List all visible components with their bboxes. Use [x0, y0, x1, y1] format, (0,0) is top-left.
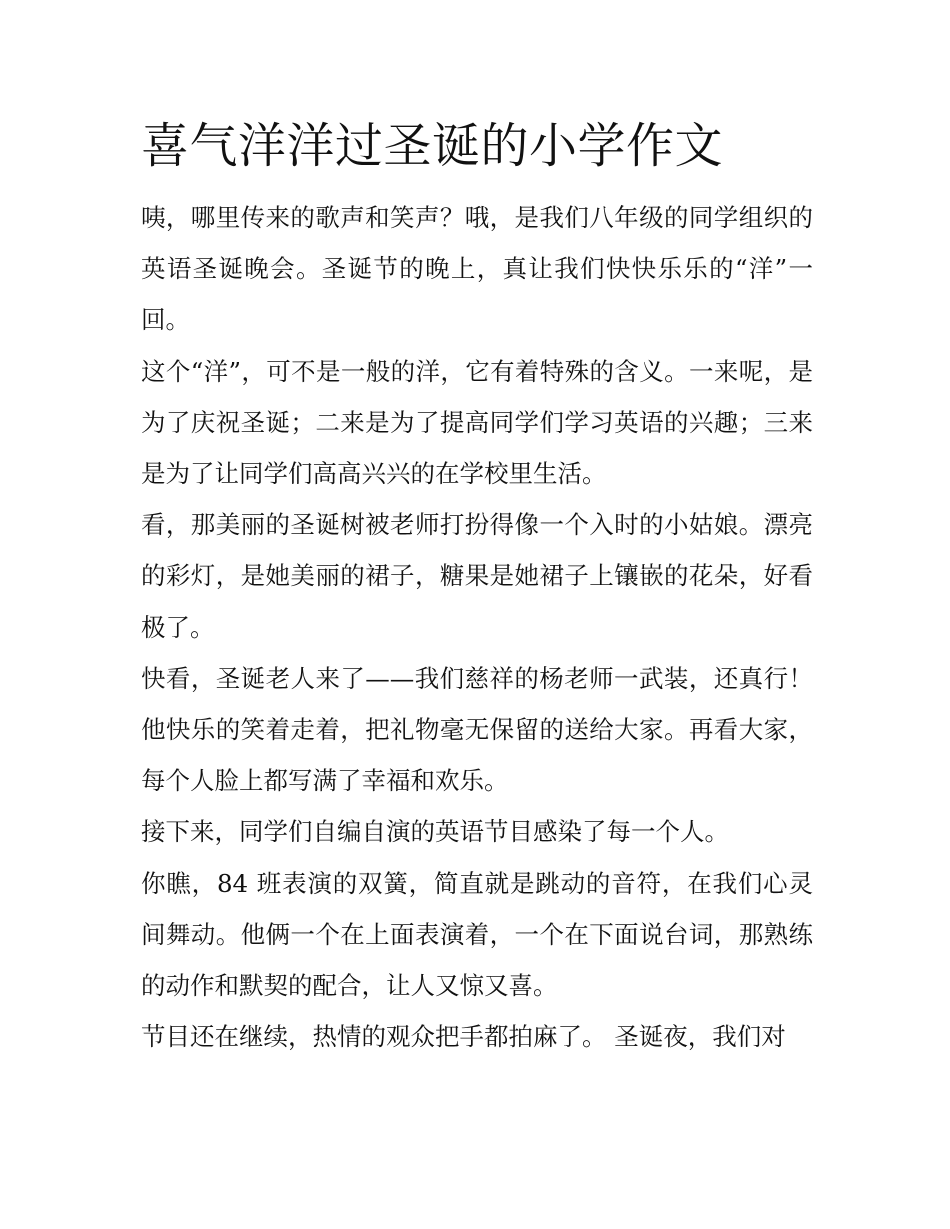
paragraph-2: 这个“洋”，可不是一般的洋，它有着特殊的含义。一来呢，是为了庆祝圣诞；二来是为了提高同学们学习英语的兴趣；三来是为了让同学们高高兴兴的在学校里生活。 [141, 356, 813, 489]
paragraph-6: 你瞧，84 班表演的双簧，简直就是跳动的音符，在我们心灵间舞动。他俩一个在上面表演着，一个在下面说台词，那熟练的动作和默契的配合，让人又惊又喜。 [141, 868, 813, 1001]
paragraph-4: 快看，圣诞老人来了——我们慈祥的杨老师一武装，还真行！他快乐的笑着走着，把礼物毫无保留的送给大家。再看大家，每个人脸上都写满了幸福和欢乐。 [141, 663, 813, 796]
document-page [141, 112, 813, 1062]
paragraph-3: 看，那美丽的圣诞树被老师打扮得像一个入时的小姑娘。漂亮的彩灯，是她美丽的裙子，糖果是她裙子上镶嵌的花朵，好看极了。 [141, 510, 813, 642]
paragraph-1: 咦，哪里传来的歌声和笑声？哦，是我们八年级的同学组织的英语圣诞晚会。圣诞节的晚上，真让我们快快乐乐的“洋”一回。 [141, 203, 813, 335]
paragraph-7: 节目还在继续，热情的观众把手都拍麻了。 圣诞夜，我们对 [141, 1022, 786, 1052]
paragraph-5: 接下来，同学们自编自演的英语节目感染了每一个人。 [141, 817, 729, 847]
document-title: 喜气洋洋过圣诞的小学作文 [141, 118, 724, 174]
